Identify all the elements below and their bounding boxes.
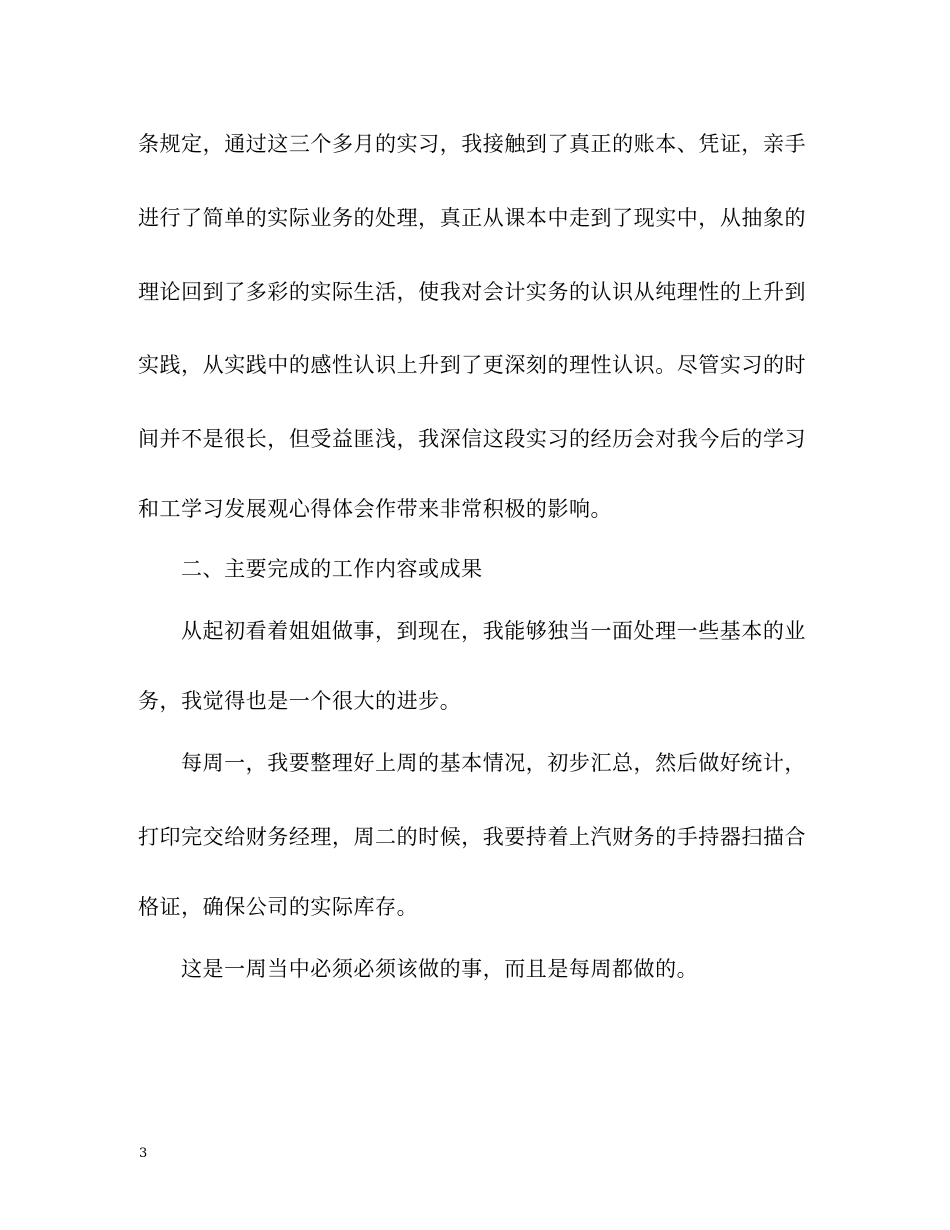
section-heading: 二、主要完成的工作内容或成果 (181, 557, 483, 581)
body-text-line: 和工学习发展观心得体会作带来非常积极的影响。 (138, 497, 613, 521)
body-text-line: 实践，从实践中的感性认识上升到了更深刻的理性认识。尽管实习的时 (138, 353, 807, 377)
body-text-line: 条规定，通过这三个多月的实习，我接触到了真正的账本、凭证，亲手 (138, 132, 807, 156)
page-number: 3 (139, 1146, 148, 1161)
body-text-line: 打印完交给财务经理，周二的时候，我要持着上汽财务的手持器扫描合 (138, 825, 807, 849)
body-text-line: 进行了简单的实际业务的处理，真正从课本中走到了现实中，从抽象的 (138, 206, 807, 230)
body-text-line: 理论回到了多彩的实际生活，使我对会计实务的认识从纯理性的上升到 (138, 280, 807, 304)
paragraph-first-line: 这是一周当中必须必须该做的事，而且是每周都做的。 (181, 957, 699, 981)
body-text-line: 务，我觉得也是一个很大的进步。 (138, 689, 462, 713)
body-text-line: 格证，确保公司的实际库存。 (138, 895, 419, 919)
paragraph-first-line: 每周一，我要整理好上周的基本情况，初步汇总，然后做好统计， (181, 751, 806, 775)
body-text-line: 间并不是很长，但受益匪浅，我深信这段实习的经历会对我今后的学习 (138, 427, 807, 451)
paragraph-first-line: 从起初看着姐姐做事，到现在，我能够独当一面处理一些基本的业 (181, 619, 806, 643)
